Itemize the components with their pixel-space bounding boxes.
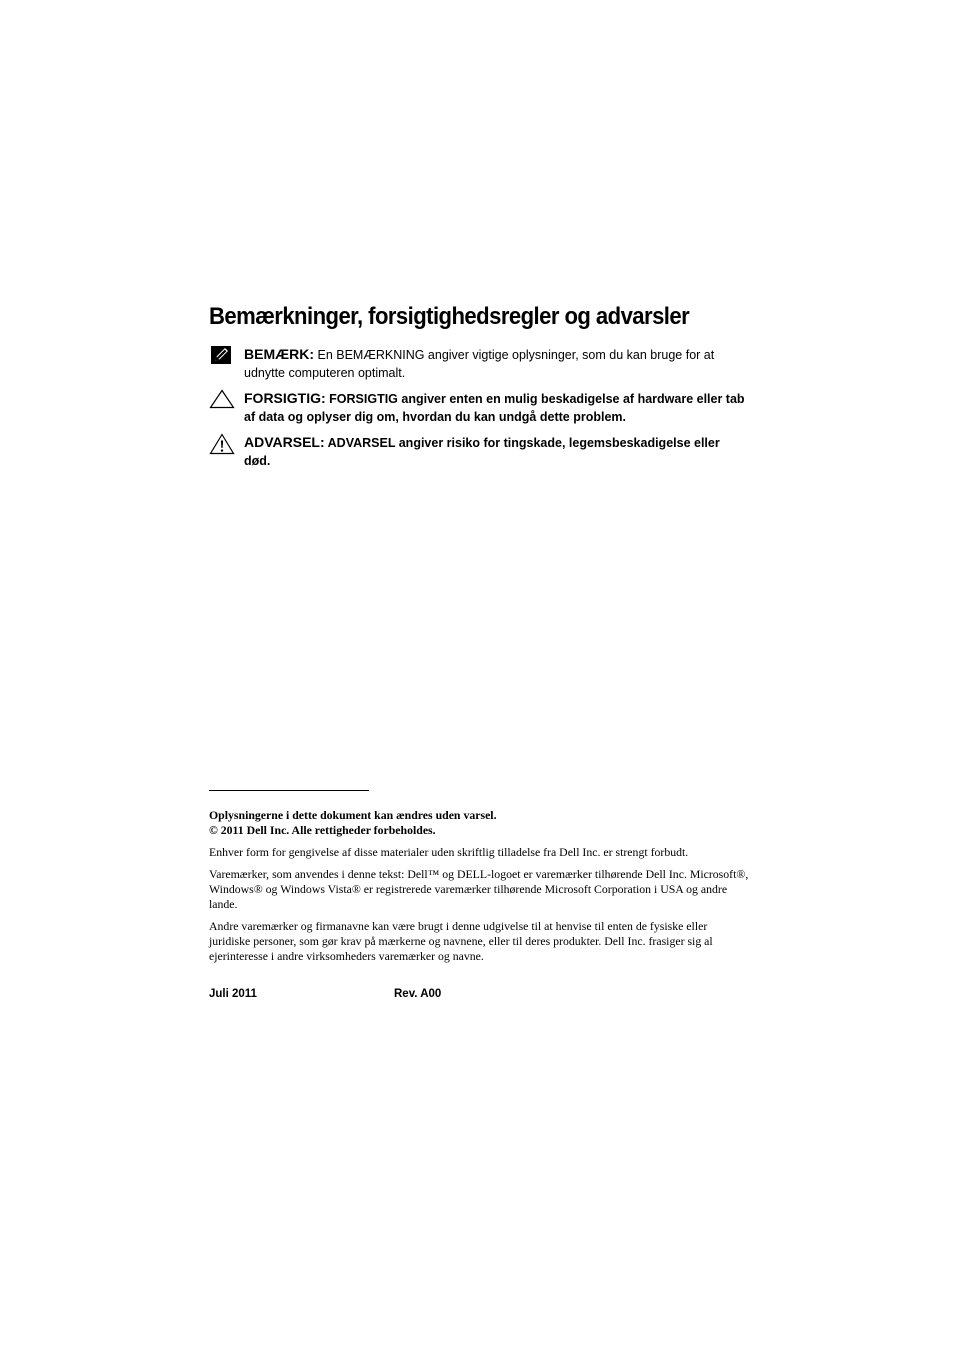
footnote-divider <box>209 790 369 791</box>
copyright-notice: © 2011 Dell Inc. Alle rettigheder forbeholdes. <box>209 823 436 837</box>
warning-triangle-icon <box>209 433 235 460</box>
legal-notice-header <box>209 808 749 838</box>
reproduction-notice: Enhver form for gengivelse af disse materialer uden skriftlig tilladelse fra Dell Inc. er strengt forbudt. <box>209 845 689 859</box>
pencil-note-icon <box>209 345 233 370</box>
caution-label: FORSIGTIG: <box>244 390 326 406</box>
caution-notice <box>209 389 749 426</box>
warning-text: ADVARSEL angiver risiko for tingskade, legemsbeskadigelse eller død. <box>244 436 720 468</box>
warning-text-block <box>244 433 749 470</box>
note-label: BEMÆRK: <box>244 346 314 362</box>
caution-text: FORSIGTIG angiver enten en mulig beskadigelse af hardware eller tab af data og oplyser dig om, hvordan du kan undgå dette problem. <box>244 392 745 424</box>
warning-label: ADVARSEL: <box>244 434 325 450</box>
change-notice: Oplysningerne i dette dokument kan ændres uden varsel. <box>209 808 497 822</box>
caution-triangle-icon <box>209 389 235 414</box>
note-notice <box>209 345 749 382</box>
other-trademarks-notice: Andre varemærker og firmanavne kan være brugt i denne udgivelse til at henvise til enten de fysiske eller juridiske personer, som gør krav på mærkerne og navnene, eller til deres produkter. Dell Inc. frasiger sig al ejerinteresse i andre virksomheders varemærker og navne. <box>209 919 713 963</box>
page-title: Bemærkninger, forsigtighedsregler og advarsler <box>209 303 690 330</box>
trademarks-notice: Varemærker, som anvendes i denne tekst: Dell™ og DELL-logoet er varemærker tilhørende Dell Inc. Microsoft®, Windows® og Windows Vista® er registrerede varemærker tilhørende Microsoft Corporation i USA og andre lande. <box>209 867 749 911</box>
caution-text-block <box>244 389 749 426</box>
note-text-block <box>244 345 749 382</box>
warning-notice <box>209 433 749 470</box>
note-text: En BEMÆRKNING angiver vigtige oplysninger, som du kan bruge for at udnytte computeren optimalt. <box>244 348 715 380</box>
revision-number: Rev. A00 <box>394 988 442 1000</box>
publication-date: Juli 2011 <box>209 988 257 1000</box>
